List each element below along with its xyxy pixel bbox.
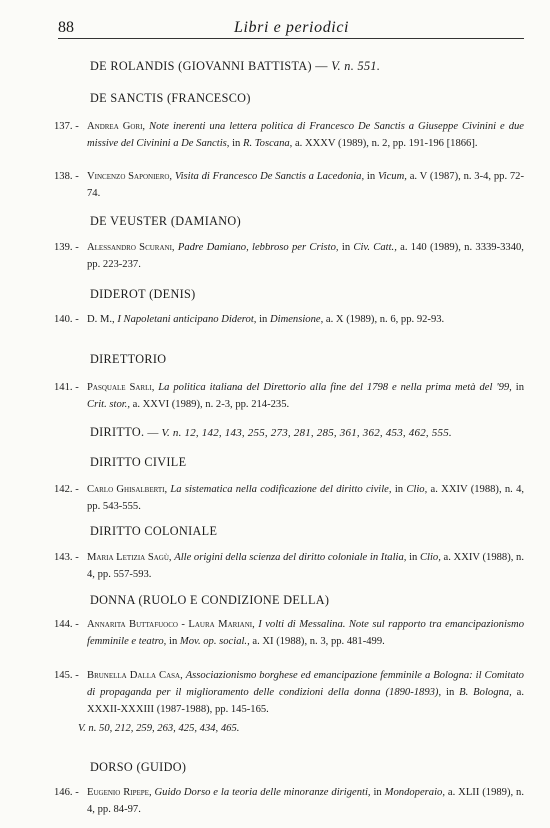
entry-author: Annarita Buttafuoco - Laura Mariani, [87,619,255,630]
entry-journal: B. Bologna, [459,687,512,698]
entry-journal: Mondoperaio, [384,787,445,798]
entry-title: Associazionismo borghese ed emancipazione femminile a Bologna: il Comitato di propaganda per il miglioramento delle condizioni della donna (1890-1893), [87,670,524,698]
entry-title: La sistematica nella codificazione del diritto civile, [170,484,392,495]
see-also-line [54,720,524,737]
entry-number: 139. - [54,242,79,253]
entry-number: 142. - [54,484,79,495]
entry-details: a. X (1989), n. 6, pp. 92-93. [325,314,445,325]
entry-details: a. XXXII-XXXIII (1987-1988), pp. 145-165. [87,687,525,715]
entry-number: 141. - [54,382,79,393]
entry-number: 140. - [54,314,79,325]
cross-references: 12, 142, 143, 255, 273, 281, 285, 361, 362, 453, 462, 555. [184,427,452,439]
entry-journal: Vicum, [377,171,407,182]
entry-author: Pasquale Sarli, [87,382,155,393]
entry-details: a. V (1987), n. 3-4, pp. 72-74. [87,171,525,199]
entry-title: I Napoletani anticipano Diderot, [117,314,257,325]
entry-journal: Civ. Catt., [353,242,397,253]
bibliography-entry: 144. - Annarita Buttafuoco - Laura Mariani, I volti di Messalina. Note sul rapporto tra emancipazionismo femminile e teatro, in Mov. op. social., a. XI (1988), n. 3, pp. 481-499. [54,616,524,650]
section-heading-direttorio: DIRETTORIO [90,352,167,366]
section-heading-diritto-coloniale: DIRITTO COLONIALE [90,524,218,538]
entry-author: Alessandro Scurani, [87,242,175,253]
entry-author: Carlo Ghisalberti, [87,484,168,495]
bibliography-entry: 142. - Carlo Ghisalberti, La sistematica nella codificazione del diritto civile, in Clio, a. XXIV (1988), n. 4, pp. 543-555. [54,481,524,515]
section-heading-sanctis: DE SANCTIS (FRANCESCO) [90,91,251,105]
entry-title: Visita di Francesco De Sanctis a Lacedonia, [174,171,365,182]
entry-number: 145. - [54,670,79,681]
bibliography-entry: 141. - Pasquale Sarli, La politica italiana del Direttorio alla fine del 1798 e nella prima metà del '99, in Crit. stor., a. XXVI (1989), n. 2-3, pp. 214-235. [54,379,524,413]
entry-author: Eugenio Ripepe, [87,787,152,798]
section-heading-rolandis: DE ROLANDIS (GIOVANNI BATTISTA) — V. n. 551. [90,59,381,73]
entry-author: Andrea Gori, [87,121,146,132]
bibliography-entry: 140. - D. M., I Napoletani anticipano Diderot, in Dimensione, a. X (1989), n. 6, pp. 92-93. [54,311,524,328]
section-heading-donna: DONNA (RUOLO E CONDIZIONE DELLA) [90,593,330,607]
entry-details: a. XXIV (1988), n. 4, pp. 543-555. [87,484,525,512]
page-header [58,18,524,39]
entry-number: 144. - [54,619,79,630]
bibliography-entry: 145. - Brunella Dalla Casa, Associazionismo borghese ed emancipazione femminile a Bologna: il Comitato di propaganda per il miglioramento delle condizioni della donna (1890-1893), in B. Bologna, a. XXXII-XXXIII (1987-1988), pp. 145-165. V. n. 50, 212, 259, 263, 425, 434, 465. [54,667,524,737]
entry-title: Padre Damiano, lebbroso per Cristo, [177,242,339,253]
entry-number: 143. - [54,552,79,563]
entry-journal: Clio, [406,484,428,495]
cross-references: 50, 212, 259, 263, 425, 434, 465. [99,723,240,734]
see-reference: V. n. 551. [331,59,381,73]
entry-details: a. XXVI (1989), n. 2-3, pp. 214-235. [132,399,290,410]
entry-author: Maria Letizia Sagù, [87,552,172,563]
entry-number: 137. - [54,121,79,132]
entry-number: 138. - [54,171,79,182]
entry-journal: Dimensione, [269,314,324,325]
section-heading-veuster: DE VEUSTER (DAMIANO) [90,214,241,228]
entry-details: a. 140 (1989), n. 3339-3340, pp. 223-237. [87,242,524,270]
entry-details: a. XXXV (1989), n. 2, pp. 191-196 [1866]. [294,138,478,149]
entry-journal: Crit. stor., [87,399,130,410]
bibliography-entry: 143. - Maria Letizia Sagù, Alle origini della scienza del diritto coloniale in Italia, in Clio, a. XXIV (1988), n. 4, pp. 557-593. [54,549,524,583]
entry-author: Brunella Dalla Casa, [87,670,183,681]
entry-journal: R. Toscana, [242,138,293,149]
section-heading-diderot: DIDEROT (DENIS) [90,287,196,301]
entry-journal: Mov. op. social., [179,636,250,647]
entry-title: I volti di Messalina. Note sul rapporto tra emancipazionismo femminile e teatro, [87,619,524,647]
section-heading-diritto-civile: DIRITTO CIVILE [90,455,187,469]
entry-title: La politica italiana del Direttorio alla fine del 1798 e nella prima metà del '99, [158,382,512,393]
page-number: 88 [58,19,74,36]
bibliography-entry: 139. - Alessandro Scurani, Padre Damiano, lebbroso per Cristo, in Civ. Catt., a. 140 (1989), n. 3339-3340, pp. 223-237. [54,239,524,273]
section-heading-diritto: DIRITTO. — V. n. 12, 142, 143, 255, 273, 281, 285, 361, 362, 453, 462, 555. [90,425,452,439]
entry-title: Alle origini della scienza del diritto coloniale in Italia, [174,552,407,563]
entry-details: a. XI (1988), n. 3, pp. 481-499. [252,636,385,647]
entry-title: Note inerenti una lettera politica di Francesco De Sanctis a Giuseppe Civinini e due missive del Civinini a De Sanctis, [87,121,524,149]
section-heading-dorso: DORSO (GUIDO) [90,760,187,774]
entry-journal: Clio, [419,552,441,563]
entry-author: Vincenzo Saponiero, [87,171,173,182]
entry-number: 146. - [54,787,79,798]
see-reference: V. n. [78,723,97,734]
running-title: Libri e periodici [234,19,350,36]
bibliography-entry: 137. - Andrea Gori, Note inerenti una lettera politica di Francesco De Sanctis a Giuseppe Civinini e due missive del Civinini a De Sanctis, in R. Toscana, a. XXXV (1989), n. 2, pp. 191-196 [1866]. [54,118,524,152]
entry-author: D. M., [87,314,115,325]
entry-details: a. XXIV (1988), n. 4, pp. 557-593. [87,552,524,580]
see-reference: V. n. [161,427,182,439]
bibliography-entry: 138. - Vincenzo Saponiero, Visita di Francesco De Sanctis a Lacedonia, in Vicum, a. V (1987), n. 3-4, pp. 72-74. [54,168,524,202]
entry-title: Guido Dorso e la teoria delle minoranze dirigenti, [154,787,371,798]
entry-details: a. XLII (1989), n. 4, pp. 84-97. [87,787,525,815]
bibliography-entry: 146. - Eugenio Ripepe, Guido Dorso e la teoria delle minoranze dirigenti, in Mondoperaio, a. XLII (1989), n. 4, pp. 84-97. [54,784,524,818]
